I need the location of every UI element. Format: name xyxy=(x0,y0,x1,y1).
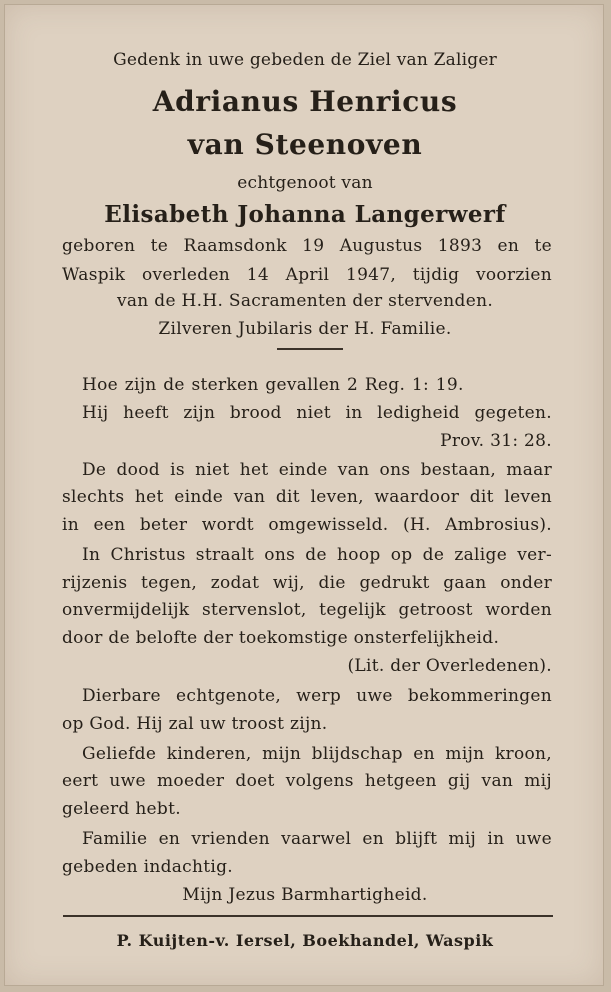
paragraph-2-reference: (Lit. der Overledenen). xyxy=(347,656,552,676)
paragraph-1-line-3: in een beter wordt omgewisseld. (H. Ambrosius). xyxy=(62,515,552,535)
divider-long xyxy=(63,915,553,917)
deceased-name-line2: van Steenoven xyxy=(187,128,423,161)
bio-line-1: geboren te Raamsdonk 19 Augustus 1893 en te xyxy=(62,236,552,256)
memorial-card xyxy=(4,4,604,986)
paragraph-2-line-1: In Christus straalt ons de hoop op de zalige ver- xyxy=(82,545,552,565)
divider-short xyxy=(277,348,343,350)
bio-line-4: Zilveren Jubilaris der H. Familie. xyxy=(158,319,452,339)
paragraph-5-line-1: Familie en vrienden vaarwel en blijft mij in uwe xyxy=(82,829,552,849)
paragraph-2-line-3: onvermijdelijk stervenslot, tegelijk getroost worden xyxy=(62,600,552,620)
paragraph-3-line-1: Dierbare echtgenote, werp uwe bekommeringen xyxy=(82,686,552,706)
quote-2: Hij heeft zijn brood niet in ledigheid gegeten. xyxy=(82,403,552,423)
paragraph-4-line-1: Geliefde kinderen, mijn blijdschap en mijn kroon, xyxy=(82,744,552,764)
deceased-name-line1: Adrianus Henricus xyxy=(152,85,458,118)
paragraph-5-line-2: gebeden indachtig. xyxy=(62,857,234,877)
bio-line-2: Waspik overleden 14 April 1947, tijdig voorzien xyxy=(62,265,552,285)
paragraph-1-line-2: slechts het einde van dit leven, waardoor dit leven xyxy=(62,487,552,507)
closing-prayer: Mijn Jezus Barmhartigheid. xyxy=(182,885,428,905)
printer-credit: P. Kuijten-v. Iersel, Boekhandel, Waspik xyxy=(116,931,494,950)
spouse-intro: echtgenoot van xyxy=(237,173,373,193)
paragraph-4-line-2: eert uwe moeder doet volgens hetgeen gij van mij xyxy=(62,771,552,791)
paragraph-1-line-1: De dood is niet het einde van ons bestaan, maar xyxy=(82,460,552,480)
quote-1: Hoe zijn de sterken gevallen 2 Reg. 1: 19. xyxy=(82,375,464,395)
paragraph-2-line-2: rijzenis tegen, zodat wij, die gedrukt gaan onder xyxy=(62,573,552,593)
paragraph-3-line-2: op God. Hij zal uw troost zijn. xyxy=(62,714,328,734)
bio-line-3: van de H.H. Sacramenten der stervenden. xyxy=(116,291,494,311)
paragraph-2-line-4: door de belofte der toekomstige onsterfelijkheid. xyxy=(62,628,500,648)
intro-text: Gedenk in uwe gebeden de Ziel van Zaliger xyxy=(113,50,497,70)
spouse-name: Elisabeth Johanna Langerwerf xyxy=(104,201,506,228)
paragraph-4-line-3: geleerd hebt. xyxy=(62,799,181,819)
quote-2-reference: Prov. 31: 28. xyxy=(440,431,552,451)
